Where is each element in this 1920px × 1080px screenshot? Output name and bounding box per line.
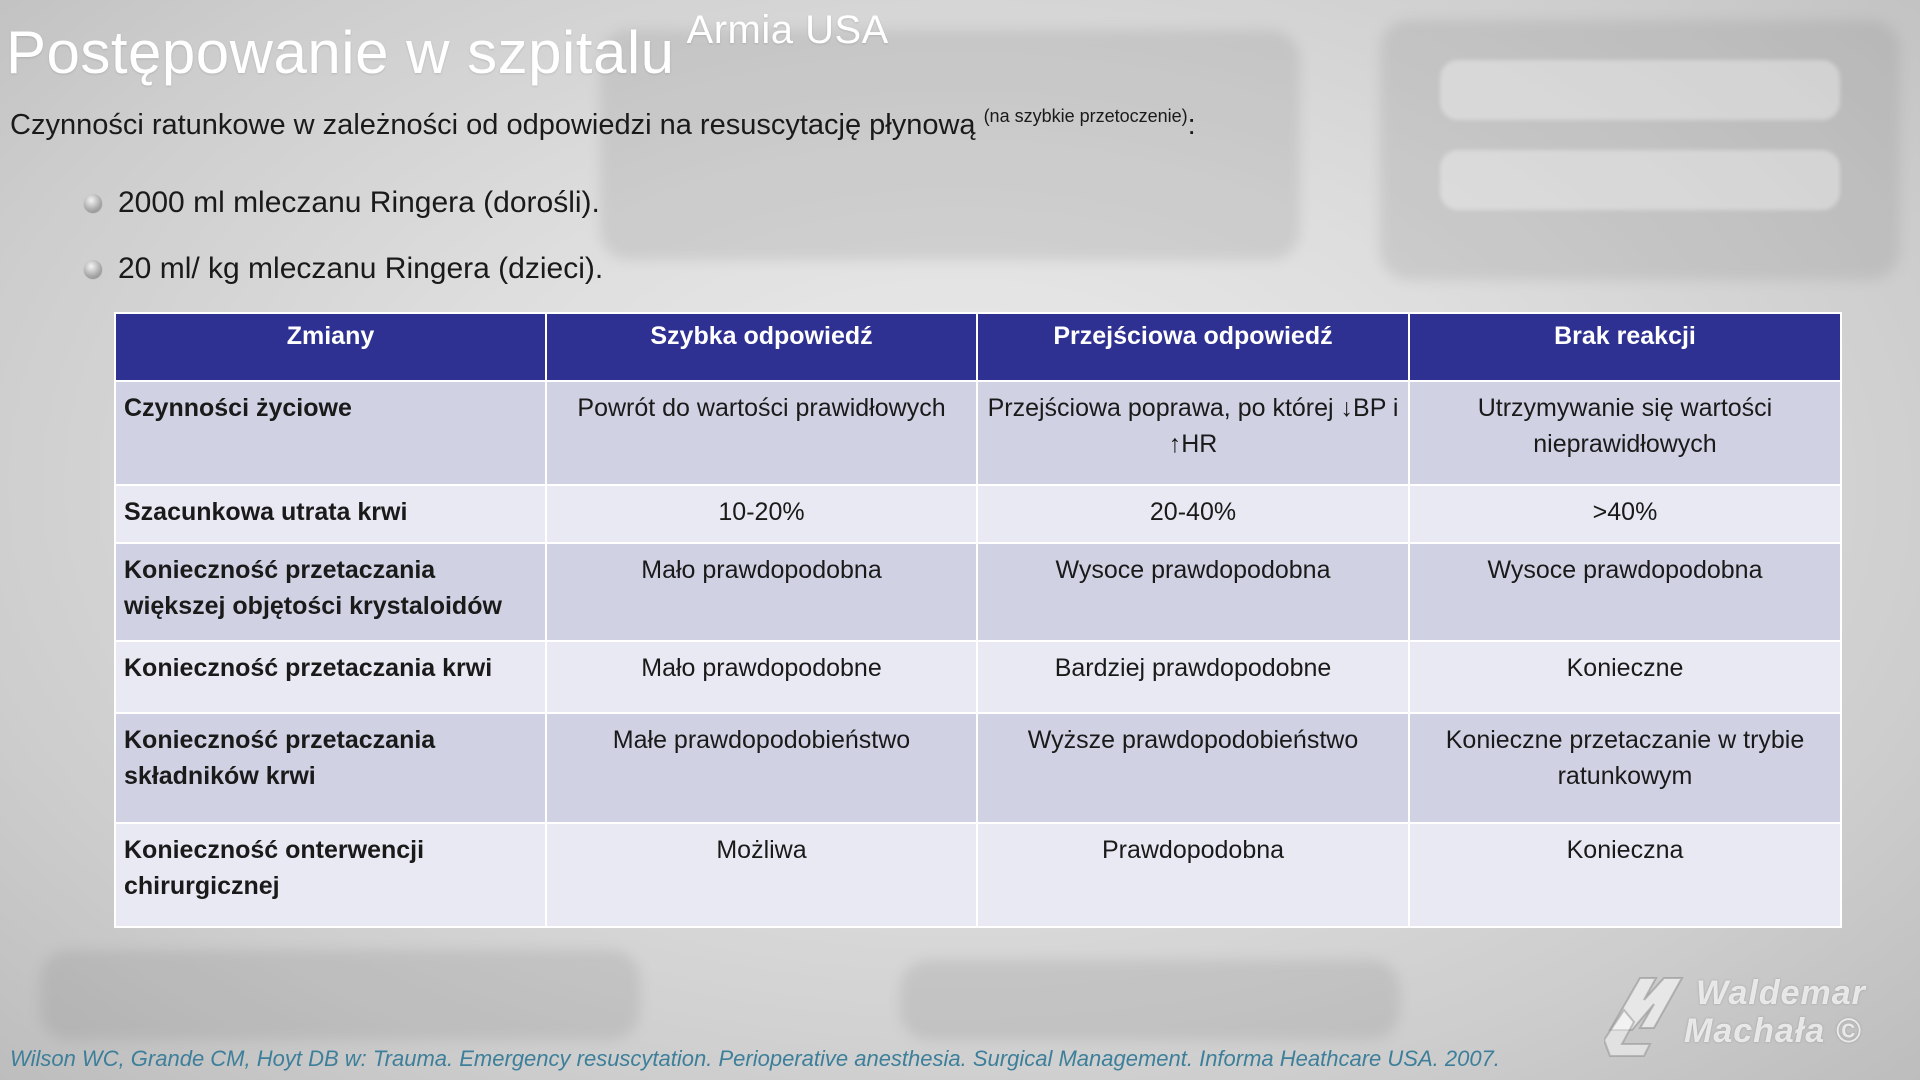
bullet-text: 2000 ml mleczanu Ringera (dorośli).: [118, 186, 600, 219]
table-row: [115, 641, 1841, 713]
table-cell: Konieczna: [1409, 823, 1841, 927]
table-cell: Wyższe prawdopodobieństwo: [977, 713, 1409, 823]
table-row: [115, 713, 1841, 823]
table-cell: Bardziej prawdopodobne: [977, 641, 1409, 713]
intro-colon: :: [1187, 109, 1196, 141]
slide-title-superscript: Armia USA: [686, 8, 889, 52]
intro-text: [10, 106, 1196, 142]
logo-line-2: Machała ©: [1684, 1012, 1862, 1050]
citation-text: Wilson WC, Grande CM, Hoyt DB w: Trauma. Emergency resuscytation. Perioperative anesthesia. Surgical Management. Informa Heathcare USA. 2007.: [10, 1046, 1500, 1071]
header-no-response: Brak reakcji: [1409, 313, 1841, 381]
resuscitation-table: [114, 312, 1842, 928]
table-row: [115, 381, 1841, 485]
table-row: [115, 485, 1841, 543]
table-cell: Powrót do wartości prawidłowych: [546, 381, 977, 485]
bullet-item: [82, 236, 603, 302]
table-cell: Prawdopodobna: [977, 823, 1409, 927]
table-cell: Małe prawdopodobieństwo: [546, 713, 977, 823]
header-changes: Zmiany: [115, 313, 546, 381]
row-label: Konieczność onterwencji chirurgicznej: [115, 823, 546, 927]
intro-superscript: (na szybkie przetoczenie): [983, 106, 1188, 126]
table-cell: 20-40%: [977, 485, 1409, 543]
table-cell: 10-20%: [546, 485, 977, 543]
background-shape: [40, 950, 640, 1040]
bullet-icon: [84, 194, 102, 212]
table-cell: Utrzymywanie się wartości nieprawidłowych: [1409, 381, 1841, 485]
table-cell: Konieczne przetaczanie w trybie ratunkowym: [1409, 713, 1841, 823]
table-row: [115, 823, 1841, 927]
table-cell: Konieczne: [1409, 641, 1841, 713]
table-cell: Wysoce prawdopodobna: [977, 543, 1409, 641]
intro-main: Czynności ratunkowe w zależności od odpowiedzi na resuscytację płynową: [10, 109, 976, 141]
bullet-list: [82, 170, 603, 302]
row-label: Czynności życiowe: [115, 381, 546, 485]
row-label: Konieczność przetaczania krwi: [115, 641, 546, 713]
table-header-row: [115, 313, 1841, 381]
table-cell: >40%: [1409, 485, 1841, 543]
background-shape: [1440, 150, 1840, 210]
background-shape: [1440, 60, 1840, 120]
bullet-icon: [84, 260, 102, 278]
row-label: Szacunkowa utrata krwi: [115, 485, 546, 543]
row-label: Konieczność przetaczania składników krwi: [115, 713, 546, 823]
bullet-item: [82, 170, 603, 236]
author-logo: [1604, 970, 1894, 1062]
logo-line-1: Waldemar: [1696, 974, 1866, 1012]
table-row: [115, 543, 1841, 641]
table-cell: Wysoce prawdopodobna: [1409, 543, 1841, 641]
background-shape: [900, 960, 1400, 1040]
table-cell: Mało prawdopodobne: [546, 641, 977, 713]
slide-title: [6, 8, 889, 87]
slide-title-text: Postępowanie w szpitalu: [6, 19, 675, 86]
table-cell: Możliwa: [546, 823, 977, 927]
table-cell: Przejściowa poprawa, po której ↓BP i ↑HR: [977, 381, 1409, 485]
table-cell: Mało prawdopodobna: [546, 543, 977, 641]
row-label: Konieczność przetaczania większej objętości krystaloidów: [115, 543, 546, 641]
bullet-text: 20 ml/ kg mleczanu Ringera (dzieci).: [118, 252, 604, 285]
header-transient-response: Przejściowa odpowiedź: [977, 313, 1409, 381]
header-rapid-response: Szybka odpowiedź: [546, 313, 977, 381]
